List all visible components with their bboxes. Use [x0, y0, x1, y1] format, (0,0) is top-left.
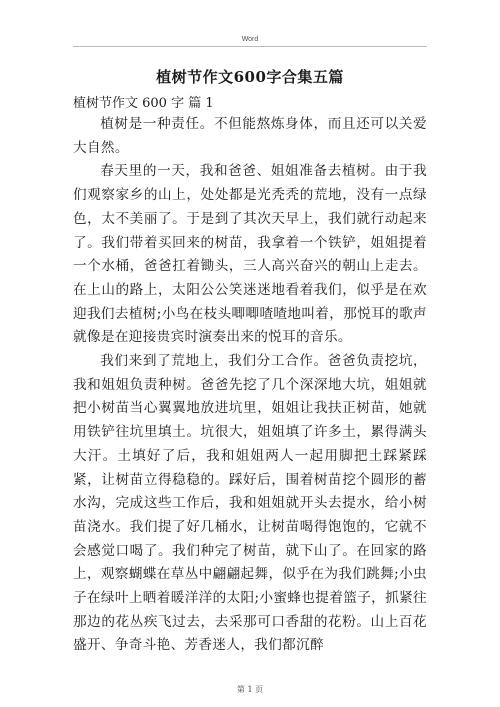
section-heading: 植树节作文 600 字 篇 1	[73, 96, 214, 111]
page-header	[0, 0, 500, 44]
page-number: 第 1 页	[236, 685, 264, 694]
paragraph: 我们来到了荒地上，我们分工合作。爸爸负责挖坑，我和姐姐负责种树。爸爸先挖了几个深深地大坑，姐姐就把小树苗当心翼翼地放进坑里，姐姐让我扶正树苗，她就用铁铲往坑里填土。坑很大，姐姐填了许多土，累得满头大汗。土填好了后，我和姐姐两人一起用脚把土踩紧踩紧，让树苗立得稳稳的。踩好后，围着树苗挖个圆形的蓄水沟，完成这些工作后，我和姐姐就开头去提水，给小树苗浇水。我们提了好几桶水，让树苗喝得饱饱的，它就不会感觉口喝了。我们种完了树苗，就下山了。在回家的路上，观察蝴蝶在草丛中翩翩起舞，似乎在为我们跳舞;小虫子在绿叶上晒着暖洋洋的太阳;小蜜蜂也提着篮子，抓紧往那边的花丛疾飞过去，去采那可口香甜的花粉。山上百花盛开、争奇斗艳、芳香迷人，我们都沉醉	[73, 353, 427, 654]
paragraph: 春天里的一天，我和爸爸、姐姐准备去植树。由于我们观察家乡的山上，处处都是光秃秃的荒地，没有一点绿色，太不美丽了。于是到了其次天早上，我们就行动起来了。我们带着买回来的树苗，我拿着一个铁铲，姐姐提着一个水桶，爸爸扛着锄头，三人高兴奋兴的朝山上走去。在上山的路上，太阳公公笑迷迷地看着我们，似乎是在欢迎我们去植树;小鸟在枝头唧唧喳喳地叫着，那悦耳的歌声就像是在迎接贵宾时演奏出来的悦耳的音乐。	[73, 163, 427, 346]
paragraph: 植树是一种责任。不但能熬炼身体，而且还可以关爱大自然。	[73, 116, 427, 156]
document-title: 植树节作文600字合集五篇	[156, 68, 344, 86]
document-body	[73, 113, 427, 658]
header-label: Word	[241, 36, 259, 43]
header-divider	[73, 46, 427, 47]
